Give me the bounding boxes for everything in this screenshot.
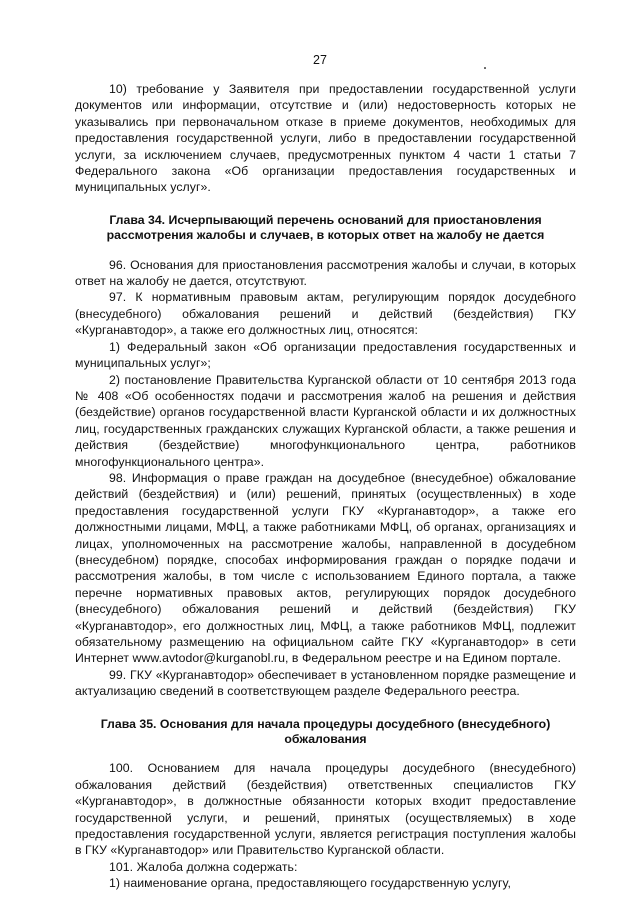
paragraph-item-10: 10) требование у Заявителя при предоставлении государственной услуги документов или информации, отсутствие и (или) недостоверность которых не указывались при первоначальном отказе в приеме документов, необходимых для предоставления государственной услуги, либо в предоставлении государственной услуги, за исключением случаев, предусмотренных пунктом 4 части 1 статьи 7 Федерального закона «Об организации предоставления государственных и муниципальных услуг». xyxy=(75,82,576,195)
paragraph-98: 98. Информация о праве граждан на досудебное (внесудебное) обжалование действий (бездействия) и (или) решений, принятых (осуществленных) в ходе предоставления государственной услуги ГКУ «Курганавтодор», а также его должностными лицами, МФЦ, а также работниками МФЦ, об органах, организациях и лицах, уполномоченных на рассмотрение жалобы, направленной в досудебном (внесудебном) порядке, способах информирования граждан о порядке подачи и рассмотрения жалобы, в том числе с использованием Единого портала, а также перечне нормативных правовых актов, регулирующих порядок досудебного (внесудебного) обжалования решений и действий (бездействия) ГКУ «Курганавтодор», его должностных лиц, МФЦ, а также работников МФЦ, подлежит обязательному размещению на официальном сайте ГКУ «Курганавтодор» в сети Интернет www.avtodor@kurganobl.ru, в Федеральном реестре и на Едином портале. xyxy=(75,470,576,666)
paragraph-99: 99. ГКУ «Курганавтодор» обеспечивает в установленном порядке размещение и актуализацию сведений в соответствующем разделе Федерального реестра. xyxy=(75,667,576,699)
chapter-34-heading: Глава 34. Исчерпывающий перечень оснований для приостановления рассмотрения жалобы и случаев, в которых ответ на жалобу не дается xyxy=(106,212,545,243)
paragraph-97: 97. К нормативным правовым актам, регулирующим порядок досудебного (внесудебного) обжалования решений и действий (бездействия) ГКУ «Курганавтодор», а также его должностных лиц, относятся: xyxy=(75,290,576,338)
chapter-35-heading: Глава 35. Основания для начала процедуры досудебного (внесудебного) обжалования xyxy=(100,716,551,747)
paragraph-101: 101. Жалоба должна содержать: xyxy=(109,859,298,874)
document-body xyxy=(75,81,576,892)
paragraph-101-item-1: 1) наименование органа, предоставляющего государственную услугу, xyxy=(109,876,511,891)
paragraph-100: 100. Основанием для начала процедуры досудебного (внесудебного) обжалования действий (бездействия) ответственных специалистов ГКУ «Курганавтодор», в должностные обязанности которых входит предоставление государственной услуги, и решений, принятых (осуществляемых) в ходе предоставления государственной услуги, является регистрация поступления жалобы в ГКУ «Курганавтодор» или Правительство Курганской области. xyxy=(75,761,576,858)
paragraph-97-item-2: 2) постановление Правительства Курганской области от 10 сентября 2013 года № 408 «Об особенностях подачи и рассмотрения жалоб на решения и действия (бездействие) органов государственной власти Курганской области и их должностных лиц, государственных гражданских служащих Курганской области, а также решения и действия (бездействие) многофункционального центра, работников многофункционального центра». xyxy=(75,372,576,469)
paragraph-96: 96. Основания для приостановления рассмотрения жалобы и случаи, в которых ответ на жалобу не дается, отсутствуют. xyxy=(75,257,576,289)
paragraph-97-item-1: 1) Федеральный закон «Об организации предоставления государственных и муниципальных услуг»; xyxy=(75,339,576,371)
page-number: 27 xyxy=(313,53,327,67)
scan-speck xyxy=(484,67,486,69)
